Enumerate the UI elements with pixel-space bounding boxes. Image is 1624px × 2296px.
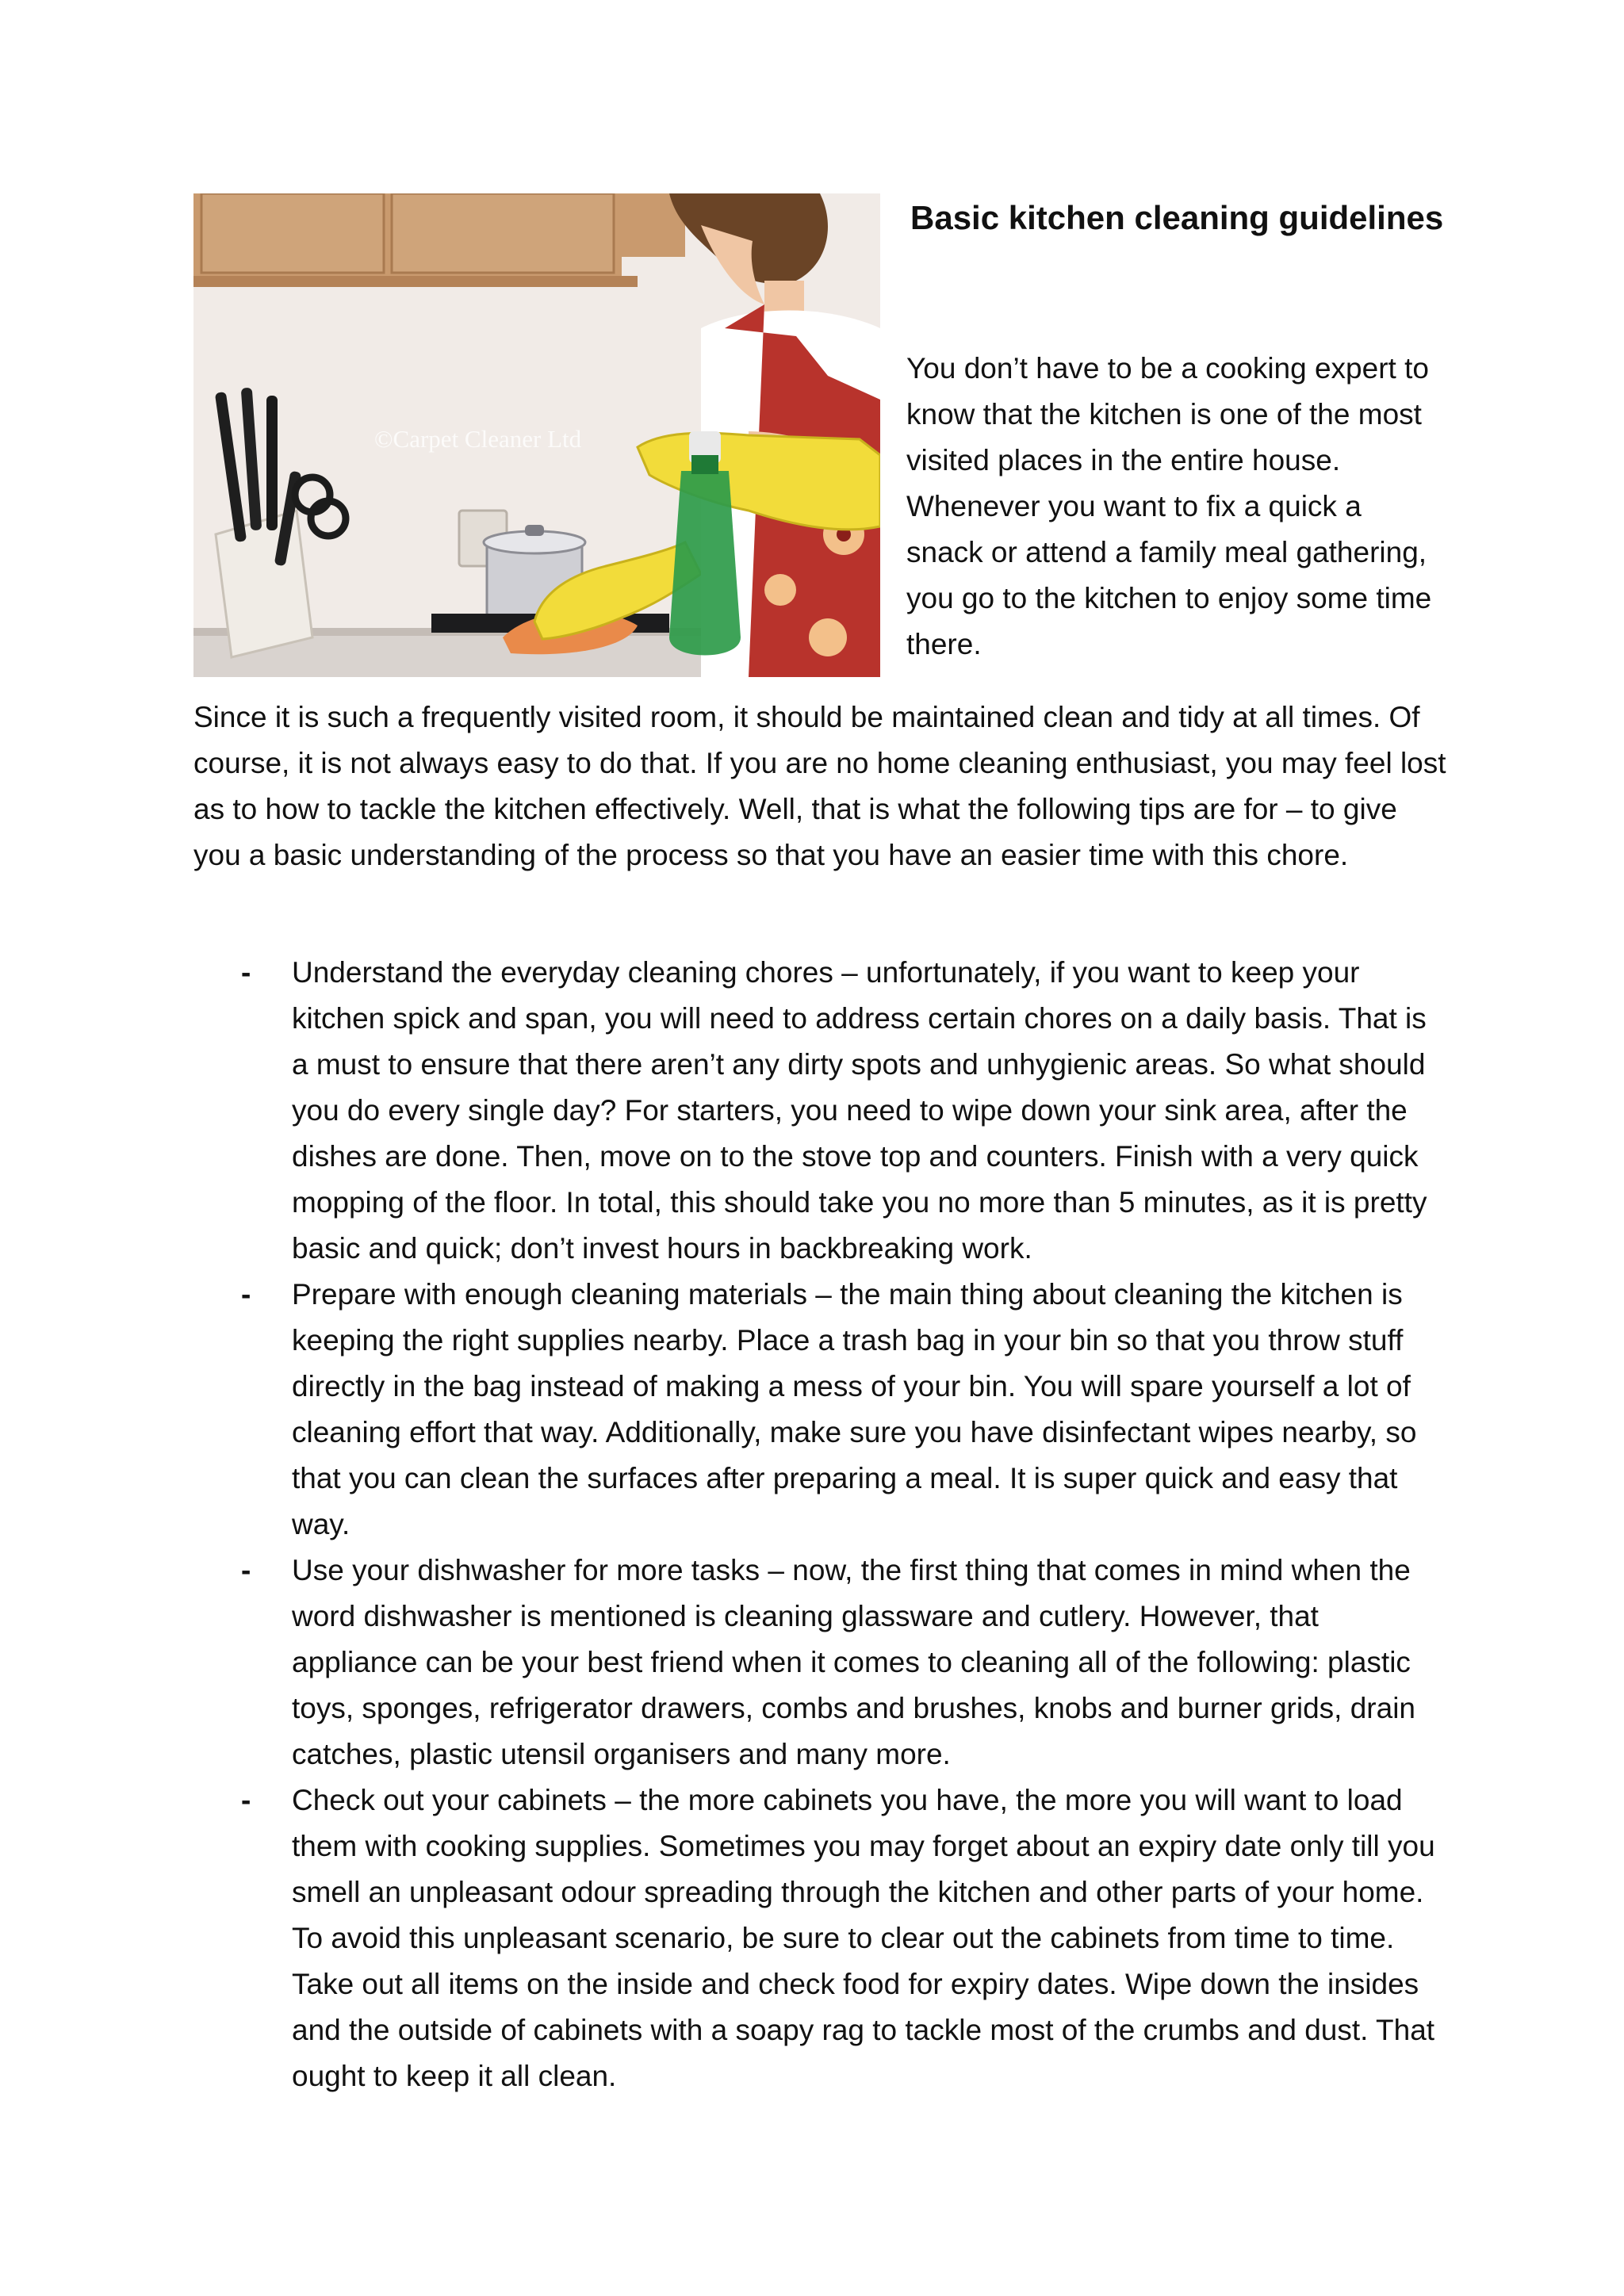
bullet-dash: -	[241, 956, 251, 989]
list-item	[193, 1272, 1446, 1548]
list-item	[193, 950, 1446, 1272]
tips-list	[193, 950, 1446, 2099]
body-paragraph: Since it is such a frequently visited room, it should be maintained clean and tidy at all times. Of course, it is not always easy to do that. If you are no home cleaning enthusiast, you may feel lost as to how to tackle the kitchen effectively. Well, that is what the following tips are for – to give you a basic understanding of the process so that you have an easier time with this chore.	[193, 701, 1446, 871]
bullet-dash: -	[241, 1278, 251, 1311]
list-item	[193, 1548, 1446, 1777]
upper-cabinets	[193, 193, 685, 287]
page-title: Basic kitchen cleaning guidelines	[910, 199, 1444, 236]
bullet-dash: -	[241, 1784, 251, 1816]
tip-text: Use your dishwasher for more tasks – now, the first thing that comes in mind when the word dishwasher is mentioned is cleaning glassware and cutlery. However, that appliance can be your best friend when it comes to cleaning all of the following: plastic toys, sponges, refrigerator drawers, combs and brushes, knobs and burner grids, drain catches, plastic utensil organisers and many more.	[292, 1554, 1416, 1770]
kitchen-cleaning-photo	[193, 193, 880, 677]
photo-watermark: ©Carpet Cleaner Ltd	[374, 425, 582, 453]
tip-text: Prepare with enough cleaning materials – the main thing about cleaning the kitchen is keeping the right supplies nearby. Place a trash bag in your bin so that you throw stuff directly in the bag instead of making a mess of your bin. You will spare yourself a lot of cleaning effort that way. Additionally, make sure you have disinfectant wipes nearby, so that you can clean the surfaces after preparing a meal. It is super quick and easy that way.	[292, 1278, 1417, 1540]
intro-paragraph: You don’t have to be a cooking expert to know that the kitchen is one of the most visited places in the entire house. Whenever you want to fix a quick a snack or attend a family meal gathering, you go to the kitchen to enjoy some time there.	[906, 352, 1432, 660]
bullet-dash: -	[241, 1554, 251, 1586]
list-item	[193, 1777, 1446, 2099]
tip-text: Check out your cabinets – the more cabinets you have, the more you will want to load them with cooking supplies. Sometimes you may forget about an expiry date only till you smell an unpleasant odour spreading through the kitchen and other parts of your home. To avoid this unpleasant scenario, be sure to clear out the cabinets from time to time. Take out all items on the inside and check food for expiry dates. Wipe down the insides and the outside of cabinets with a soapy rag to tackle most of the crumbs and dust. That ought to keep it all clean.	[292, 1784, 1435, 2092]
tip-text: Understand the everyday cleaning chores – unfortunately, if you want to keep your kitchen spick and span, you will need to address certain chores on a daily basis. That is a must to ensure that there aren’t any dirty spots and unhygienic areas. So what should you do every single day? For starters, you need to wipe down your sink area, after the dishes are done. Then, move on to the stove top and counters. Finish with a very quick mopping of the floor. In total, this should take you no more than 5 minutes, as it is pretty basic and quick; don’t invest hours in backbreaking work.	[292, 956, 1427, 1265]
